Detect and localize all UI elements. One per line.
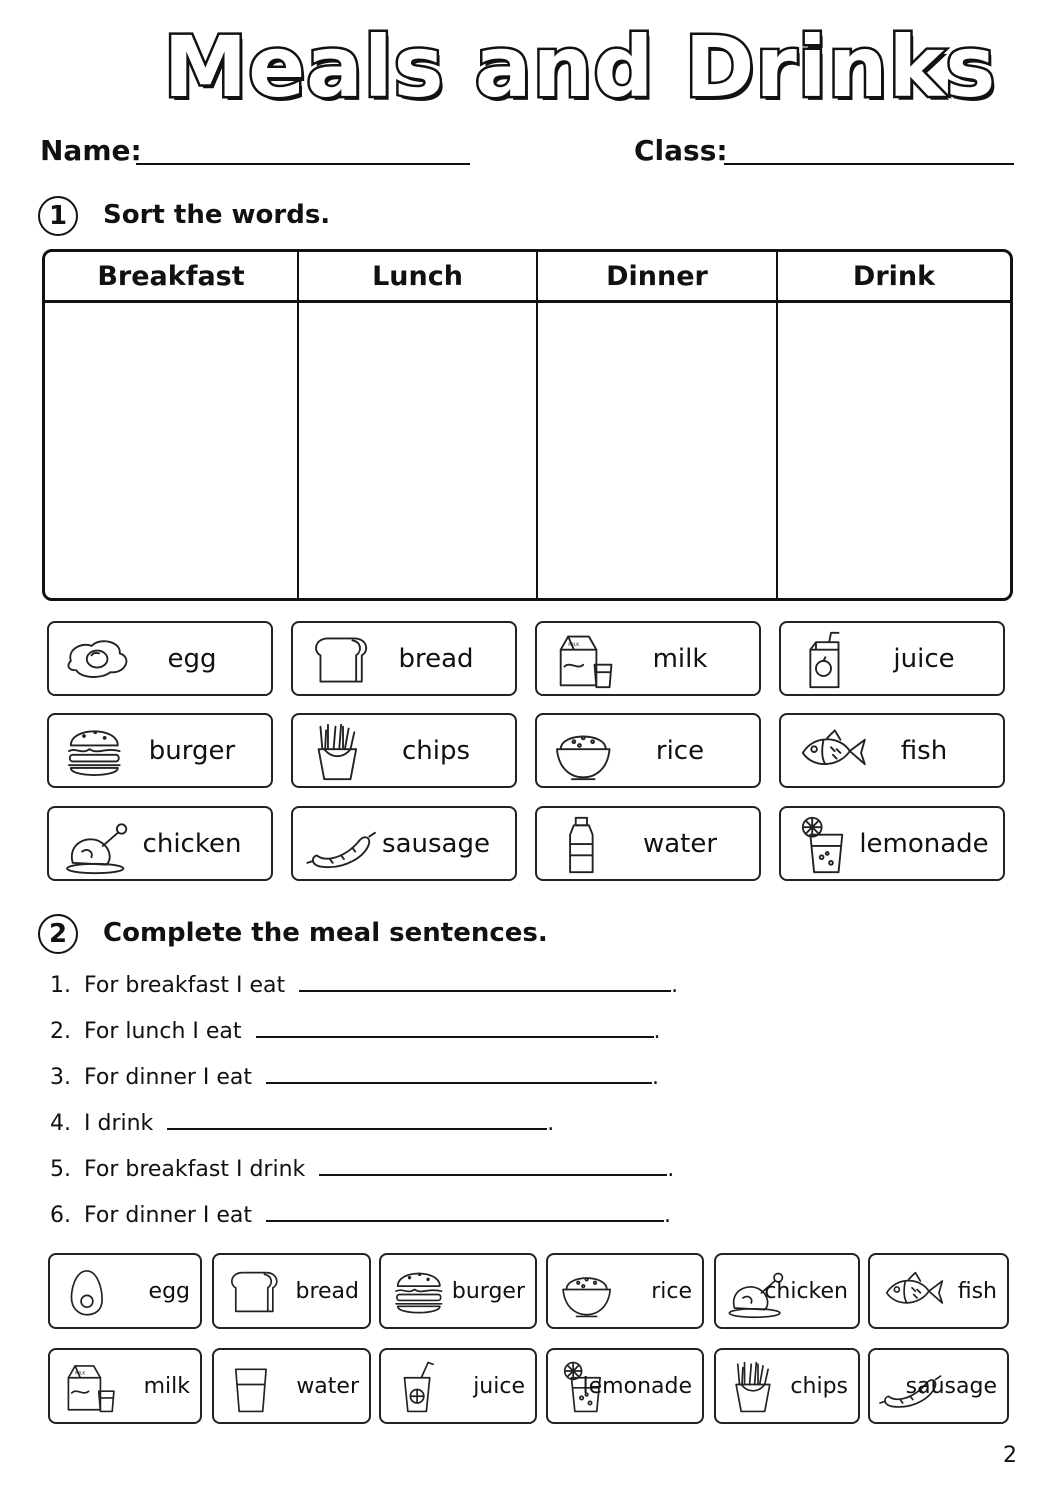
sentence-number: 4. bbox=[50, 1111, 71, 1136]
word-card-label: chicken bbox=[764, 1278, 848, 1304]
sentence-blank[interactable] bbox=[256, 1036, 654, 1038]
word-card-label: juice bbox=[893, 643, 955, 674]
word-card-sausage[interactable] bbox=[291, 806, 517, 881]
sentence-period: . bbox=[664, 1203, 672, 1228]
sentence-1 bbox=[50, 973, 678, 998]
rice-bowl-icon bbox=[549, 721, 625, 783]
sentence-3 bbox=[50, 1065, 659, 1090]
sentence-6 bbox=[50, 1203, 671, 1228]
word-card-water[interactable] bbox=[535, 806, 761, 881]
word-card-label: milk bbox=[652, 643, 708, 674]
page-number: 2 bbox=[1003, 1443, 1017, 1468]
burger-icon bbox=[391, 1263, 455, 1321]
sentence-blank[interactable] bbox=[266, 1220, 664, 1222]
section-1-number: 1 bbox=[38, 196, 78, 236]
word-card-label: chips bbox=[790, 1373, 848, 1399]
rice-bowl-icon bbox=[558, 1263, 622, 1321]
word-card-label: chicken bbox=[142, 828, 242, 859]
word-card-label: juice bbox=[473, 1373, 525, 1399]
svg-text:MILK: MILK bbox=[568, 642, 580, 648]
word-card-label: sausage bbox=[905, 1373, 997, 1399]
class-label: Class: bbox=[634, 134, 728, 167]
egg-icon bbox=[60, 1263, 124, 1321]
word-card-label: sausage bbox=[382, 828, 490, 859]
word-card-chicken[interactable] bbox=[714, 1253, 860, 1329]
word-card-chicken[interactable] bbox=[47, 806, 273, 881]
sentence-number: 2. bbox=[50, 1019, 71, 1044]
fried-egg-icon bbox=[61, 629, 137, 691]
sentence-period: . bbox=[671, 973, 679, 998]
sentence-blank[interactable] bbox=[266, 1082, 652, 1084]
word-card-egg[interactable] bbox=[47, 621, 273, 696]
name-label: Name: bbox=[40, 134, 142, 167]
word-card-label: lemonade bbox=[859, 828, 989, 859]
word-card-water[interactable] bbox=[212, 1348, 371, 1424]
word-card-label: bread bbox=[295, 1278, 359, 1304]
sentence-text: For breakfast I drink bbox=[84, 1157, 306, 1182]
word-card-label: lemonade bbox=[582, 1373, 692, 1399]
sentence-text: I drink bbox=[84, 1111, 154, 1136]
name-field[interactable] bbox=[136, 163, 470, 165]
word-card-egg[interactable] bbox=[48, 1253, 202, 1329]
word-card-label: fish bbox=[900, 735, 948, 766]
milk-icon bbox=[60, 1358, 124, 1416]
chips-icon bbox=[726, 1358, 790, 1416]
word-card-label: burger bbox=[451, 1278, 525, 1304]
burger-icon bbox=[61, 721, 137, 783]
bread-icon bbox=[305, 629, 381, 691]
word-card-label: milk bbox=[143, 1373, 190, 1399]
word-card-label: bread bbox=[398, 643, 474, 674]
sort-table bbox=[42, 249, 1013, 601]
sentence-number: 3. bbox=[50, 1065, 71, 1090]
word-card-label: water bbox=[296, 1373, 359, 1399]
fish-icon bbox=[880, 1263, 944, 1321]
sentence-2 bbox=[50, 1019, 661, 1044]
bread-icon bbox=[224, 1263, 288, 1321]
word-card-chips[interactable] bbox=[291, 713, 517, 788]
sentence-period: . bbox=[652, 1065, 660, 1090]
worksheet-title: Meals and Drinks bbox=[163, 18, 997, 116]
sentence-blank[interactable] bbox=[299, 990, 671, 992]
water-glass-icon bbox=[224, 1358, 288, 1416]
word-card-chips[interactable] bbox=[714, 1348, 860, 1424]
sentence-blank[interactable] bbox=[319, 1174, 667, 1176]
section-1-instruction: Sort the words. bbox=[103, 200, 331, 230]
fish-icon bbox=[793, 721, 869, 783]
word-card-milk[interactable] bbox=[48, 1348, 202, 1424]
column-header-breakfast: Breakfast bbox=[45, 252, 299, 303]
drink-column-area[interactable] bbox=[778, 303, 1010, 598]
word-card-label: chips bbox=[401, 735, 471, 766]
word-card-fish[interactable] bbox=[868, 1253, 1009, 1329]
word-card-bread[interactable] bbox=[291, 621, 517, 696]
sausage-icon bbox=[305, 814, 381, 876]
sentence-number: 1. bbox=[50, 973, 71, 998]
column-header-dinner: Dinner bbox=[538, 252, 778, 303]
sentence-period: . bbox=[653, 1019, 661, 1044]
word-card-juice[interactable] bbox=[379, 1348, 537, 1424]
sentence-4 bbox=[50, 1111, 554, 1136]
sentence-number: 6. bbox=[50, 1203, 71, 1228]
column-header-lunch: Lunch bbox=[299, 252, 538, 303]
lunch-column-area[interactable] bbox=[299, 303, 538, 598]
sentence-text: For dinner I eat bbox=[84, 1065, 253, 1090]
word-card-label: egg bbox=[148, 1278, 190, 1304]
word-card-fish[interactable] bbox=[779, 713, 1005, 788]
milk-icon bbox=[549, 629, 625, 691]
sentence-period: . bbox=[667, 1157, 675, 1182]
word-card-label: rice bbox=[651, 1278, 692, 1304]
word-card-milk[interactable] bbox=[535, 621, 761, 696]
word-card-lemonade[interactable] bbox=[779, 806, 1005, 881]
word-card-lemonade[interactable] bbox=[546, 1348, 704, 1424]
sentence-number: 5. bbox=[50, 1157, 71, 1182]
word-card-label: rice bbox=[655, 735, 705, 766]
svg-text:MILK: MILK bbox=[75, 1370, 86, 1376]
sentence-text: For breakfast I eat bbox=[84, 973, 286, 998]
section-2-instruction: Complete the meal sentences. bbox=[103, 918, 548, 948]
lemonade-icon bbox=[793, 814, 869, 876]
sentence-text: For dinner I eat bbox=[84, 1203, 253, 1228]
roast-chicken-icon bbox=[61, 814, 137, 876]
word-card-label: water bbox=[642, 828, 718, 859]
sentence-5 bbox=[50, 1157, 674, 1182]
breakfast-column-area[interactable] bbox=[45, 303, 299, 598]
word-card-bread[interactable] bbox=[212, 1253, 371, 1329]
chips-icon bbox=[305, 721, 381, 783]
word-card-juice[interactable] bbox=[779, 621, 1005, 696]
word-card-rice[interactable] bbox=[535, 713, 761, 788]
dinner-column-area[interactable] bbox=[538, 303, 778, 598]
juice-glass-icon bbox=[391, 1358, 455, 1416]
word-card-burger[interactable] bbox=[47, 713, 273, 788]
sentence-text: For lunch I eat bbox=[84, 1019, 242, 1044]
word-card-burger[interactable] bbox=[379, 1253, 537, 1329]
word-card-sausage[interactable] bbox=[868, 1348, 1009, 1424]
sentence-blank[interactable] bbox=[167, 1128, 547, 1130]
word-card-label: fish bbox=[957, 1278, 997, 1304]
word-card-label: burger bbox=[148, 735, 236, 766]
section-2-number: 2 bbox=[38, 914, 78, 954]
word-card-label: egg bbox=[167, 643, 217, 674]
class-field[interactable] bbox=[724, 163, 1014, 165]
sentence-period: . bbox=[547, 1111, 555, 1136]
column-header-drink: Drink bbox=[778, 252, 1010, 303]
water-bottle-icon bbox=[549, 814, 625, 876]
word-card-rice[interactable] bbox=[546, 1253, 704, 1329]
juice-box-icon bbox=[793, 629, 869, 691]
